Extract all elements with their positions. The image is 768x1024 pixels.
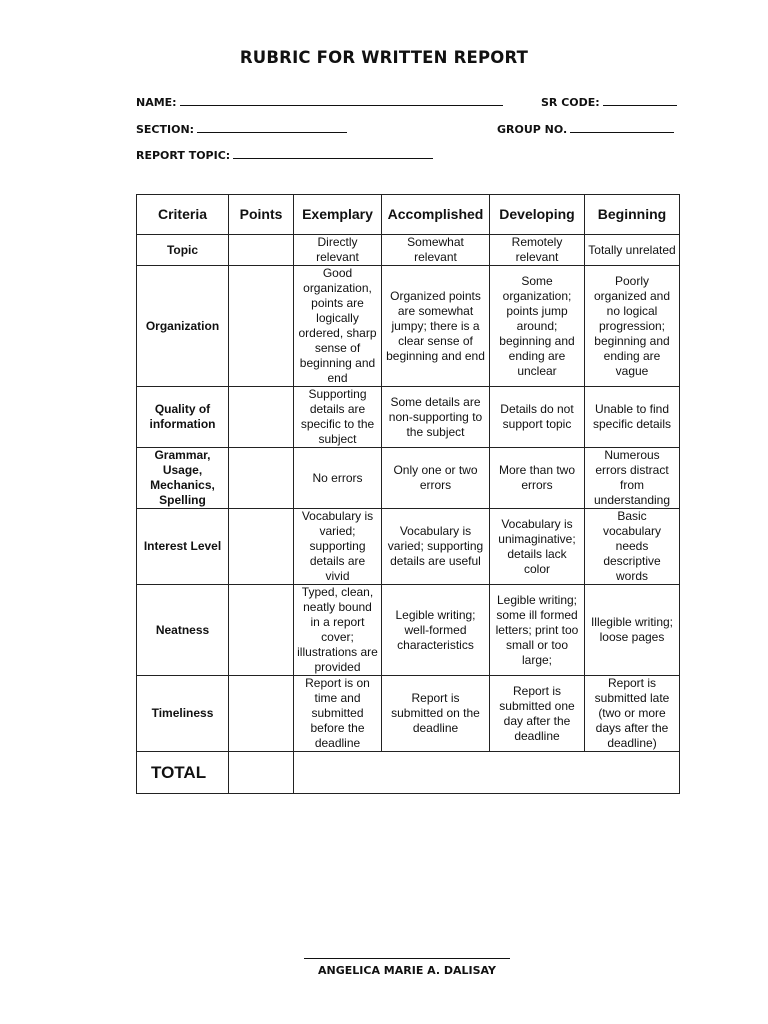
exemplary-cell: Supporting details are specific to the subject (294, 387, 382, 448)
header-developing: Developing (490, 195, 585, 235)
beginning-cell: Totally unrelated (585, 235, 680, 266)
table-row (137, 448, 680, 509)
accomplished-cell: Vocabulary is varied; supporting details are useful (382, 509, 490, 585)
accomplished-cell: Organized points are somewhat jumpy; there is a clear sense of beginning and end (382, 266, 490, 387)
accomplished-cell: Legible writing; well-formed characteristics (382, 585, 490, 676)
total-points-cell[interactable] (229, 752, 294, 794)
accomplished-cell: Some details are non-supporting to the subject (382, 387, 490, 448)
exemplary-cell: No errors (294, 448, 382, 509)
group-no-label: GROUP NO. (497, 123, 568, 136)
beginning-cell: Report is submitted late (two or more days after the deadline) (585, 676, 680, 752)
document-title: RUBRIC FOR WRITTEN REPORT (239, 48, 529, 67)
criteria-cell: Quality of information (137, 387, 229, 448)
developing-cell: Some organization; points jump around; beginning and ending are unclear (490, 266, 585, 387)
beginning-cell: Numerous errors distract from understanding (585, 448, 680, 509)
points-cell[interactable] (229, 235, 294, 266)
exemplary-cell: Vocabulary is varied; supporting details are vivid (294, 509, 382, 585)
criteria-cell: Interest Level (137, 509, 229, 585)
accomplished-cell: Only one or two errors (382, 448, 490, 509)
section-label: SECTION: (136, 123, 195, 136)
criteria-cell: Neatness (137, 585, 229, 676)
points-cell[interactable] (229, 585, 294, 676)
header-points: Points (229, 195, 294, 235)
criteria-cell: Grammar, Usage, Mechanics, Spelling (137, 448, 229, 509)
beginning-cell: Unable to find specific details (585, 387, 680, 448)
beginning-cell: Poorly organized and no logical progression; beginning and ending are vague (585, 266, 680, 387)
criteria-cell: Organization (137, 266, 229, 387)
points-cell[interactable] (229, 676, 294, 752)
section-blank[interactable] (197, 121, 347, 133)
criteria-cell: Timeliness (137, 676, 229, 752)
header-beginning: Beginning (585, 195, 680, 235)
accomplished-cell: Somewhat relevant (382, 235, 490, 266)
developing-cell: Report is submitted one day after the deadline (490, 676, 585, 752)
table-row (137, 266, 680, 387)
sr-code-field (541, 94, 677, 110)
points-cell[interactable] (229, 448, 294, 509)
total-remarks-cell (294, 752, 680, 794)
name-label: NAME: (136, 96, 177, 109)
report-topic-blank[interactable] (233, 147, 433, 159)
beginning-cell: Illegible writing; loose pages (585, 585, 680, 676)
report-topic-label: REPORT TOPIC: (136, 149, 231, 162)
group-no-field (497, 121, 674, 137)
signature-name: ANGELICA MARIE A. DALISAY (318, 964, 496, 977)
developing-cell: Remotely relevant (490, 235, 585, 266)
exemplary-cell: Directly relevant (294, 235, 382, 266)
exemplary-cell: Report is on time and submitted before the deadline (294, 676, 382, 752)
beginning-cell: Basic vocabulary needs descriptive words (585, 509, 680, 585)
header-row (137, 195, 680, 235)
table-row (137, 676, 680, 752)
report-topic-field (136, 147, 433, 163)
developing-cell: Details do not support topic (490, 387, 585, 448)
header-exemplary: Exemplary (294, 195, 382, 235)
developing-cell: Legible writing; some ill formed letters; print too small or too large; (490, 585, 585, 676)
table-row (137, 585, 680, 676)
name-blank[interactable] (180, 94, 503, 106)
table-row (137, 235, 680, 266)
sr-code-blank[interactable] (603, 94, 677, 106)
rubric-table (136, 194, 680, 794)
name-field (136, 94, 503, 110)
criteria-cell: Topic (137, 235, 229, 266)
table-row (137, 387, 680, 448)
total-row (137, 752, 680, 794)
exemplary-cell: Typed, clean, neatly bound in a report cover; illustrations are provided (294, 585, 382, 676)
points-cell[interactable] (229, 266, 294, 387)
developing-cell: More than two errors (490, 448, 585, 509)
total-label: TOTAL (137, 752, 229, 794)
header-accomplished: Accomplished (382, 195, 490, 235)
points-cell[interactable] (229, 509, 294, 585)
signature-line (304, 958, 510, 959)
developing-cell: Vocabulary is unimaginative; details lack color (490, 509, 585, 585)
sr-code-label: SR CODE: (541, 96, 600, 109)
group-no-blank[interactable] (570, 121, 674, 133)
header-criteria: Criteria (137, 195, 229, 235)
accomplished-cell: Report is submitted on the deadline (382, 676, 490, 752)
section-field (136, 121, 347, 137)
table-row (137, 509, 680, 585)
exemplary-cell: Good organization, points are logically ordered, sharp sense of beginning and end (294, 266, 382, 387)
points-cell[interactable] (229, 387, 294, 448)
